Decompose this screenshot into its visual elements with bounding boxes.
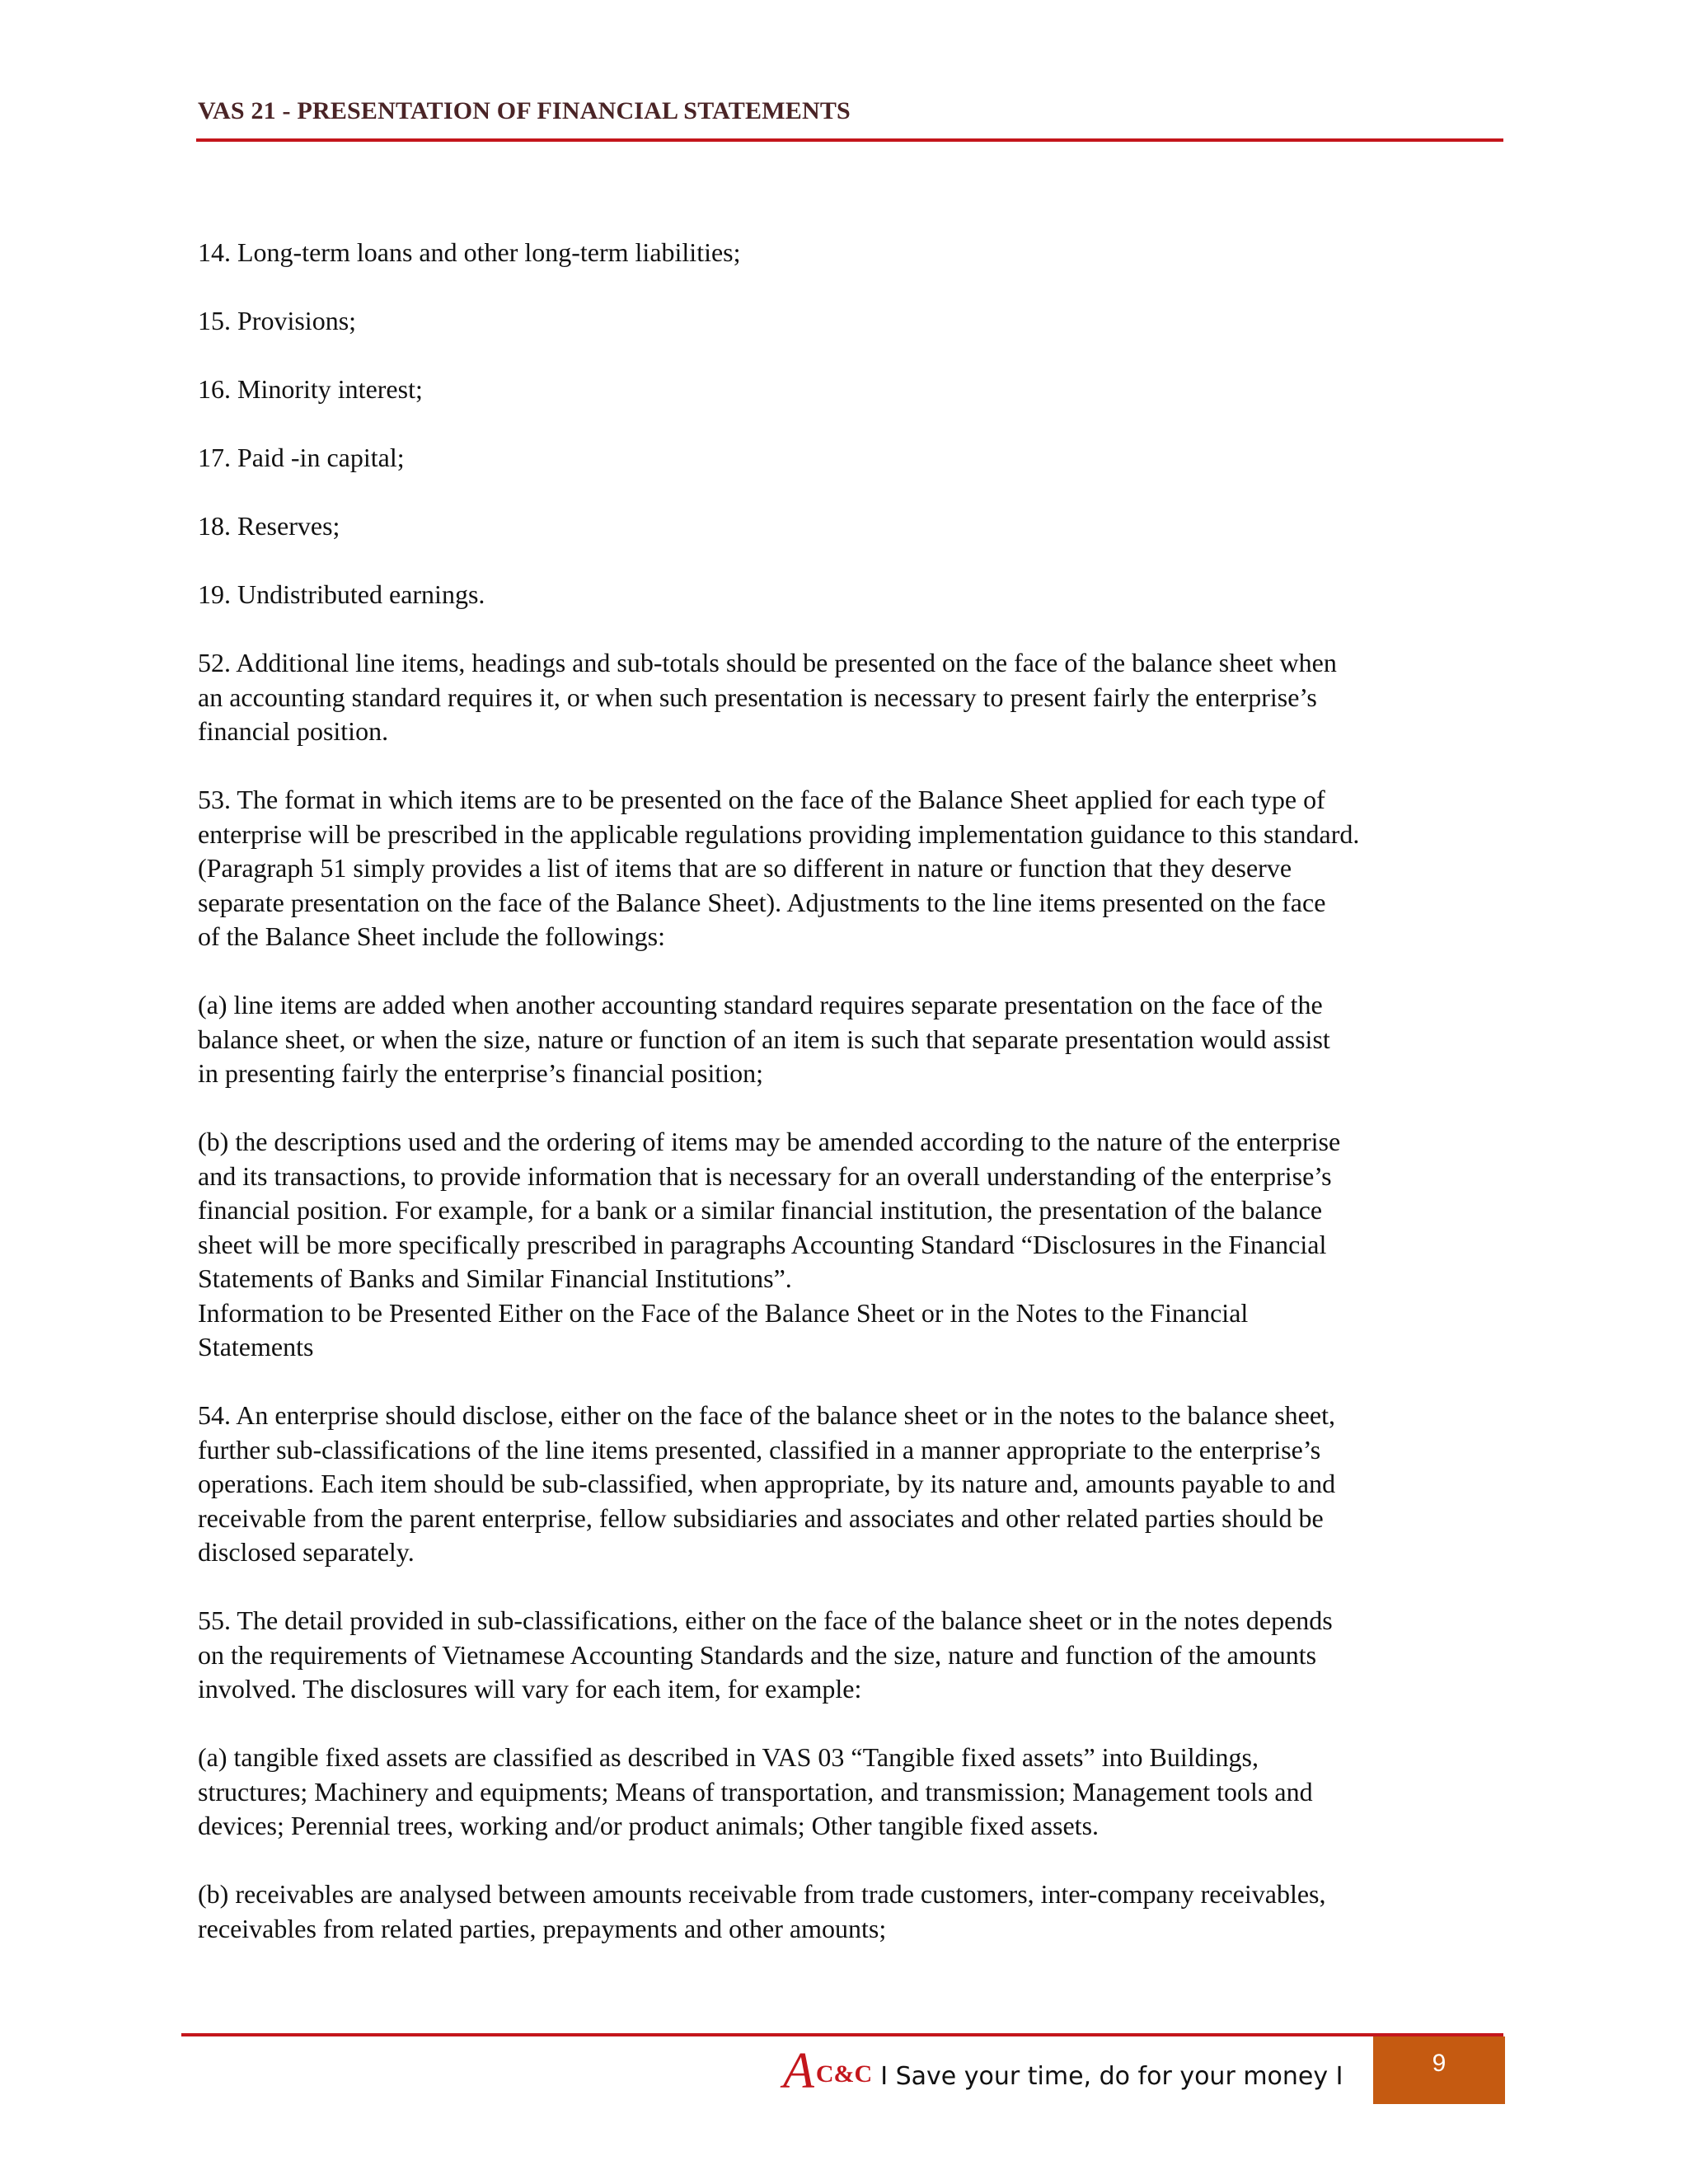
paragraph-line: 52. Additional line items, headings and sub-totals should be presented on the face of the balance sheet when (198, 648, 1337, 677)
paragraph-line: 54. An enterprise should disclose, either on the face of the balance sheet or in the notes to the balance sheet, (198, 1400, 1335, 1430)
paragraph-line: 53. The format in which items are to be presented on the face of the Balance Sheet applied for each type of (198, 785, 1325, 814)
page-header-title: VAS 21 - PRESENTATION OF FINANCIAL STATEMENTS (198, 97, 851, 124)
paragraph-line: 17. Paid -in capital; (198, 443, 405, 472)
paragraph-line: receivables from related parties, prepayments and other amounts; (198, 1913, 887, 1943)
paragraph (198, 1125, 1517, 1365)
paragraph-line: Statements (198, 1332, 314, 1361)
paragraph (198, 1877, 1517, 1946)
page-number-box (1373, 2036, 1505, 2104)
paragraph (198, 1741, 1517, 1844)
paragraph (198, 509, 1517, 544)
header-divider (196, 138, 1503, 142)
paragraph-line: 14. Long-term loans and other long-term liabilities; (198, 237, 741, 267)
company-logo-mark: A (783, 2043, 814, 2099)
paragraph-line: disclosed separately. (198, 1537, 415, 1567)
document-body (198, 236, 1517, 1980)
paragraph-line: 15. Provisions; (198, 306, 357, 335)
paragraph-line: financial position. (198, 716, 389, 746)
paragraph-line: balance sheet, or when the size, nature or function of an item is such that separate presentation would assist (198, 1024, 1330, 1054)
paragraph-line: structures; Machinery and equipments; Means of transportation, and transmission; Management tools and (198, 1776, 1313, 1807)
paragraph (198, 988, 1517, 1091)
paragraph-line: (b) the descriptions used and the ordering of items may be amended according to the nature of the enterprise (198, 1127, 1341, 1156)
paragraph-line: and its transactions, to provide information that is necessary for an overall understanding of the enterprise’s (198, 1160, 1332, 1191)
paragraph-line: in presenting fairly the enterprise’s financial position; (198, 1058, 764, 1088)
footer-brand (783, 2042, 1343, 2100)
paragraph-line: (b) receivables are analysed between amounts receivable from trade customers, inter-company receivables, (198, 1879, 1326, 1909)
paragraph-line: 19. Undistributed earnings. (198, 579, 485, 609)
paragraph (198, 1604, 1517, 1707)
footer-slogan: I Save your time, do for your money I (880, 2061, 1343, 2091)
paragraph-line: receivable from the parent enterprise, fellow subsidiaries and associates and other related parties should be (198, 1502, 1324, 1533)
page-number: 9 (1432, 2050, 1447, 2077)
paragraph (198, 373, 1517, 407)
paragraph-line: 55. The detail provided in sub-classifications, either on the face of the balance sheet or in the notes depends (198, 1605, 1333, 1635)
paragraph-line: (a) line items are added when another accounting standard requires separate presentation on the face of the (198, 990, 1323, 1019)
paragraph (198, 441, 1517, 476)
paragraph-line: separate presentation on the face of the Balance Sheet). Adjustments to the line items presented on the face (198, 887, 1326, 917)
paragraph-line: involved. The disclosures will vary for each item, for example: (198, 1674, 862, 1704)
paragraph-line: further sub-classifications of the line items presented, classified in a manner appropriate to the enterprise’s (198, 1434, 1321, 1465)
footer-divider (181, 2033, 1503, 2036)
paragraph-line: financial position. For example, for a bank or a similar financial institution, the presentation of the balance (198, 1195, 1323, 1225)
paragraph-line: Information to be Presented Either on the Face of the Balance Sheet or in the Notes to the Financial (198, 1297, 1249, 1328)
paragraph-line: operations. Each item should be sub-classified, when appropriate, by its nature and, amounts payable to and (198, 1469, 1336, 1498)
paragraph (198, 1399, 1517, 1570)
paragraph-line: (a) tangible fixed assets are classified as described in VAS 03 “Tangible fixed assets” into Buildings, (198, 1742, 1259, 1772)
paragraph-line: on the requirements of Vietnamese Accounting Standards and the size, nature and function of the amounts (198, 1639, 1317, 1670)
paragraph-line: 16. Minority interest; (198, 374, 423, 404)
paragraph (198, 578, 1517, 612)
paragraph (198, 783, 1517, 954)
paragraph-line: Statements of Banks and Similar Financial Institutions”. (198, 1263, 792, 1293)
paragraph-line: enterprise will be prescribed in the applicable regulations providing implementation guidance to this standard. (198, 818, 1360, 849)
paragraph-line: of the Balance Sheet include the followings: (198, 921, 665, 951)
paragraph-line: an accounting standard requires it, or when such presentation is necessary to present fairly the enterprise’s (198, 682, 1317, 712)
paragraph-line: devices; Perennial trees, working and/or product animals; Other tangible fixed assets. (198, 1811, 1100, 1840)
paragraph (198, 646, 1517, 749)
paragraph (198, 304, 1517, 339)
paragraph-line: sheet will be more specifically prescribed in paragraphs Accounting Standard “Disclosures in the Financial (198, 1229, 1327, 1259)
paragraph-line: (Paragraph 51 simply provides a list of items that are so different in nature or function that they deserve (198, 853, 1292, 883)
paragraph (198, 236, 1517, 270)
paragraph-line: 18. Reserves; (198, 511, 340, 541)
company-logo-text: C&C (815, 2060, 873, 2088)
